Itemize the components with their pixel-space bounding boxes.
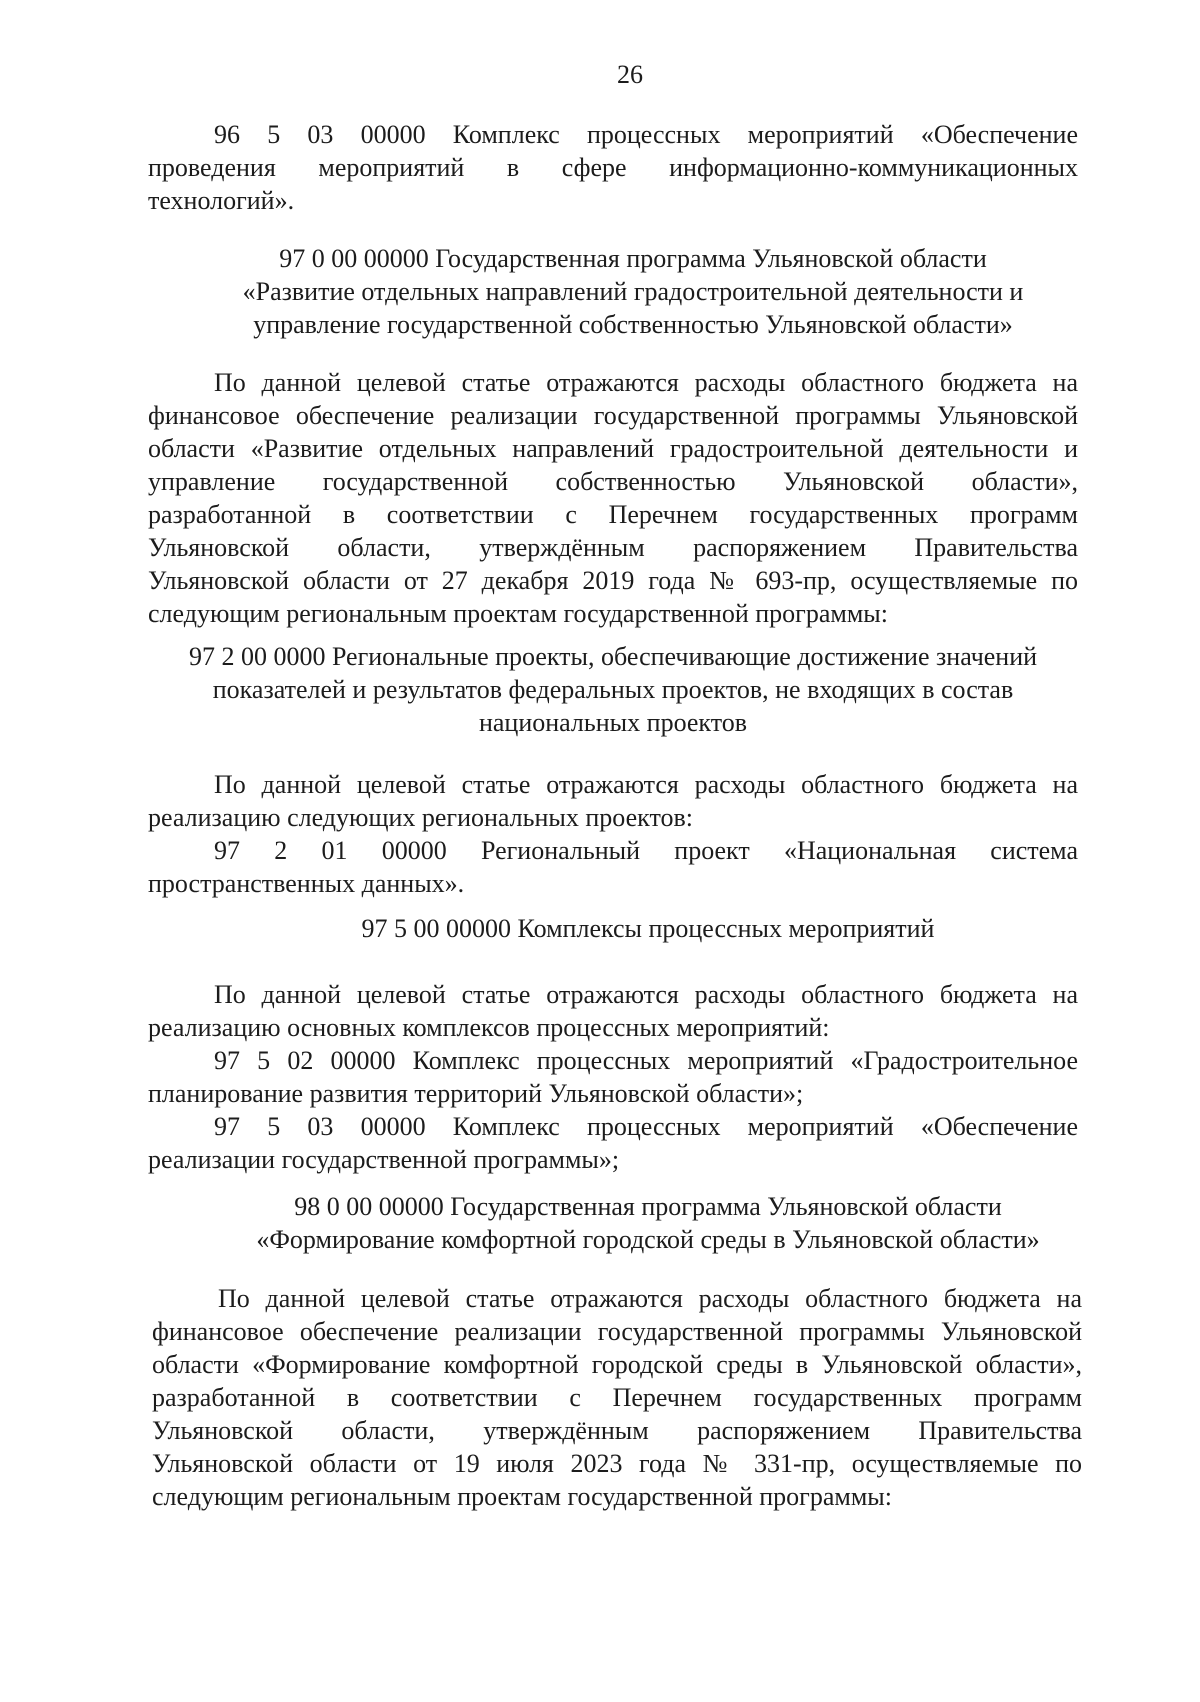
heading-97	[148, 242, 1118, 341]
paragraph-regional-projects	[148, 768, 1078, 900]
text-line: технологий».	[148, 186, 295, 215]
text-line: разработанной в соответствии с Перечнем государственных программ	[152, 1383, 1082, 1412]
heading-line: показателей и результатов федеральных проектов, не входящих в состав	[212, 675, 1014, 704]
text-line: области «Развитие отдельных направлений градостроительной деятельности и	[148, 434, 1078, 463]
text-line: 97 5 02 00000 Комплекс процессных мероприятий «Градостроительное	[214, 1046, 1078, 1075]
text-line: следующим региональным проектам государственной программы:	[152, 1482, 892, 1511]
heading-line: «Формирование комфортной городской среды в Ульяновской области»	[256, 1225, 1040, 1254]
heading-line: 98 0 00 00000 Государственная программа Ульяновской области	[294, 1192, 1002, 1221]
text-line: По данной целевой статье отражаются расходы областного бюджета на	[218, 1284, 1082, 1313]
paragraph-program-97	[148, 366, 1078, 630]
heading-98	[148, 1190, 1148, 1256]
text-line: 97 2 01 00000 Региональный проект «Национальная система	[214, 836, 1078, 865]
text-line: планирование развития территорий Ульяновской области»;	[148, 1079, 804, 1108]
text-line: реализацию основных комплексов процессных мероприятий:	[148, 1013, 830, 1042]
text-line: финансовое обеспечение реализации государственной программы Ульяновской	[148, 401, 1078, 430]
text-line: 97 5 03 00000 Комплекс процессных мероприятий «Обеспечение	[214, 1112, 1078, 1141]
page-number: 26	[617, 60, 643, 89]
text-line: управление государственной собственностью Ульяновской области»,	[148, 467, 1078, 496]
heading-line: «Развитие отдельных направлений градостроительной деятельности и	[242, 277, 1024, 306]
paragraph-process-complexes	[148, 978, 1078, 1176]
text-line: реализации государственной программы»;	[148, 1145, 620, 1174]
text-line: По данной целевой статье отражаются расходы областного бюджета на	[214, 980, 1078, 1009]
text-line: финансовое обеспечение реализации государственной программы Ульяновской	[152, 1317, 1082, 1346]
text-line: По данной целевой статье отражаются расходы областного бюджета на	[214, 770, 1078, 799]
text-line: Ульяновской области, утверждённым распоряжением Правительства	[148, 533, 1078, 562]
heading-line: 97 2 00 0000 Региональные проекты, обеспечивающие достижение значений	[188, 642, 1038, 671]
paragraph-96-5-03	[148, 118, 1078, 217]
heading-line: 97 0 00 00000 Государственная программа Ульяновской области	[279, 244, 987, 273]
text-line: По данной целевой статье отражаются расходы областного бюджета на	[214, 368, 1078, 397]
heading-line: управление государственной собственностью Ульяновской области»	[253, 310, 1013, 339]
text-line: Ульяновской области, утверждённым распоряжением Правительства	[152, 1416, 1082, 1445]
text-line: 96 5 03 00000 Комплекс процессных мероприятий «Обеспечение	[214, 120, 1078, 149]
heading-line: национальных проектов	[478, 708, 748, 737]
heading-97-5	[148, 912, 1148, 945]
text-line: разработанной в соответствии с Перечнем государственных программ	[148, 500, 1078, 529]
text-line: Ульяновской области от 19 июля 2023 года № 331-пр, осуществляемые по	[152, 1449, 1082, 1478]
text-line: области «Формирование комфортной городской среды в Ульяновской области»,	[152, 1350, 1082, 1379]
text-line: Ульяновской области от 27 декабря 2019 года № 693-пр, осуществляемые по	[148, 566, 1078, 595]
text-line: пространственных данных».	[148, 869, 465, 898]
text-line: следующим региональным проектам государственной программы:	[148, 599, 888, 628]
heading-97-2	[148, 640, 1078, 739]
text-line: проведения мероприятий в сфере информационно-коммуникационных	[148, 153, 1078, 182]
text-line: реализацию следующих региональных проектов:	[148, 803, 693, 832]
heading-line: 97 5 00 00000 Комплексы процессных мероприятий	[361, 914, 935, 943]
paragraph-program-98	[152, 1282, 1082, 1513]
